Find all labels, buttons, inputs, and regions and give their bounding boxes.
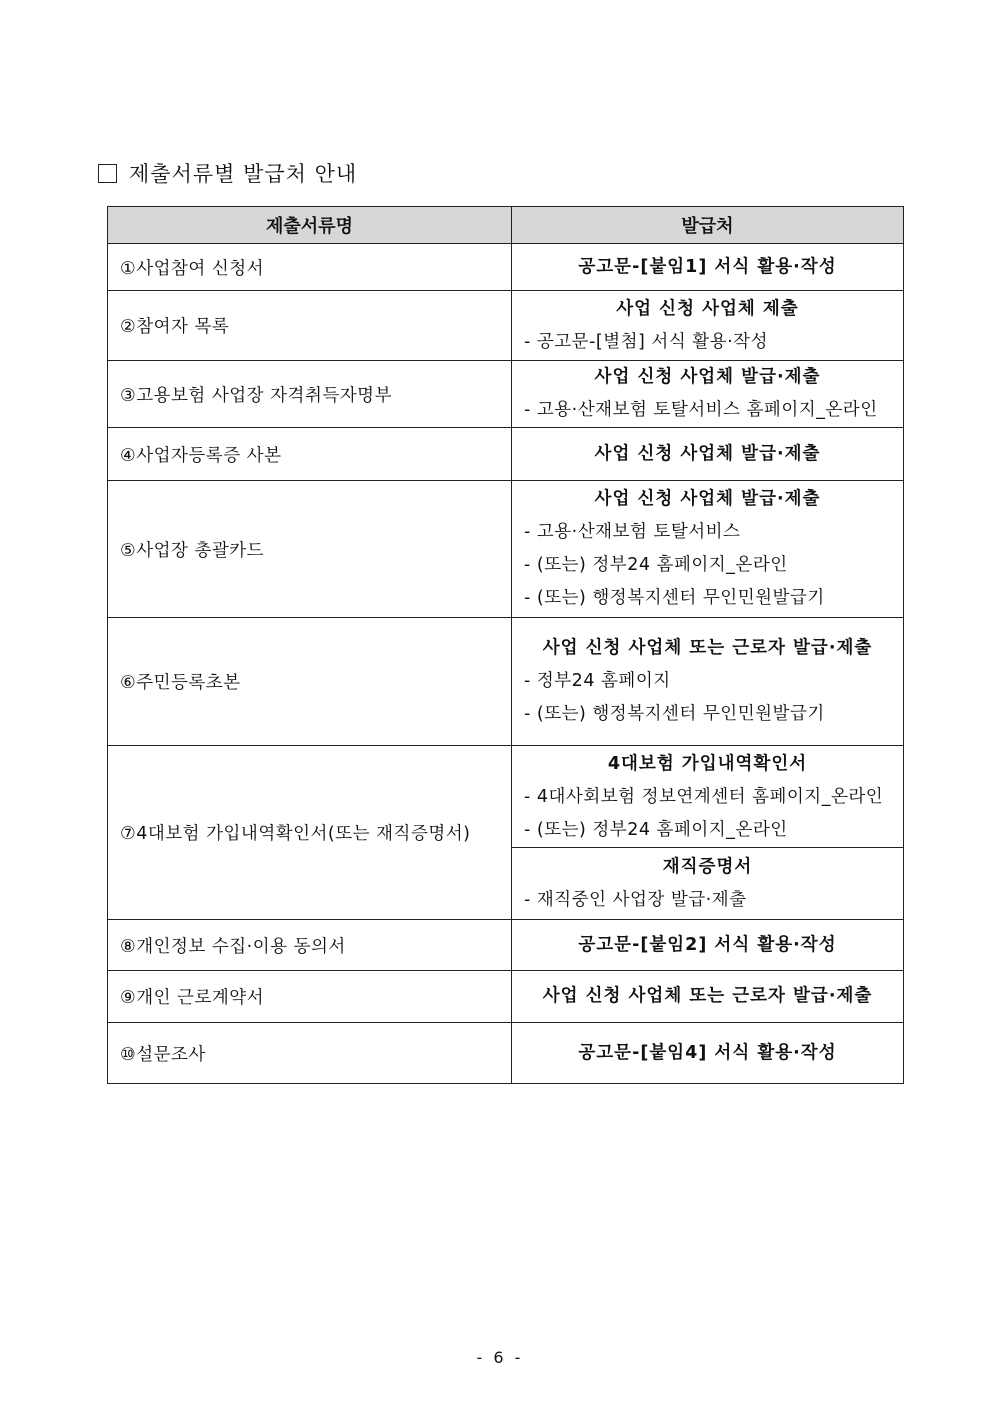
issuer-cell xyxy=(512,618,904,746)
issuer-title: 4대보험 가입내역확인서 xyxy=(607,754,808,774)
issuer-detail: - 4대사회보험 정보연계센터 홈페이지_온라인 xyxy=(524,787,884,807)
table-row xyxy=(108,244,904,291)
page-number: - 6 - xyxy=(476,1348,524,1367)
issuer-detail: - 고용·산재보험 토탈서비스 홈페이지_온라인 xyxy=(524,400,878,420)
issuer-block xyxy=(512,980,903,1013)
table-header-row xyxy=(108,207,904,244)
issuer-block xyxy=(512,483,903,615)
issuer-title: 사업 신청 사업체 발급·제출 xyxy=(594,443,821,464)
document-name-cell: ⑨개인 근로계약서 xyxy=(108,971,512,1023)
document-name-cell: ⑤사업장 총괄카드 xyxy=(108,481,512,618)
issuer-detail: - 정부24 홈페이지 xyxy=(524,671,671,691)
document-name-cell: ④사업자등록증 사본 xyxy=(108,428,512,481)
document-name-cell: ⑩설문조사 xyxy=(108,1023,512,1084)
section-heading xyxy=(98,158,357,188)
table-row xyxy=(108,971,904,1023)
issuer-cell xyxy=(512,920,904,971)
issuer-detail: - 공고문-[별첨] 서식 활용·작성 xyxy=(524,331,768,352)
table-row xyxy=(108,920,904,971)
table-row xyxy=(108,481,904,618)
document-name-cell: ①사업참여 신청서 xyxy=(108,244,512,291)
table-row xyxy=(108,746,904,920)
document-name-cell: ⑦4대보험 가입내역확인서(또는 재직증명서) xyxy=(108,746,512,920)
heading-text: 제출서류별 발급처 안내 xyxy=(129,162,358,186)
issuer-title: 사업 신청 사업체 제출 xyxy=(616,298,799,319)
issuer-block xyxy=(512,847,903,917)
header-issuer: 발급처 xyxy=(512,207,904,244)
document-name-cell: ③고용보험 사업장 자격취득자명부 xyxy=(108,361,512,428)
table-row xyxy=(108,618,904,746)
issuer-detail: - 재직중인 사업장 발급·제출 xyxy=(524,890,747,910)
header-document-name: 제출서류명 xyxy=(108,207,512,244)
issuer-detail: - (또는) 정부24 홈페이지_온라인 xyxy=(524,555,788,575)
document-name-cell: ⑧개인정보 수집·이용 동의서 xyxy=(108,920,512,971)
issuer-detail: - (또는) 행정복지센터 무인민원발급기 xyxy=(524,704,825,724)
issuer-title: 사업 신청 사업체 또는 근로자 발급·제출 xyxy=(542,638,873,658)
issuer-title: 사업 신청 사업체 또는 근로자 발급·제출 xyxy=(542,986,873,1006)
document-name-cell: ②참여자 목록 xyxy=(108,291,512,361)
issuer-block xyxy=(512,929,903,962)
issuer-cell xyxy=(512,1023,904,1084)
checkbox-square-icon xyxy=(98,164,117,183)
issuer-block xyxy=(512,438,903,471)
table-row xyxy=(108,1023,904,1084)
issuer-block xyxy=(512,251,903,284)
issuer-title: 공고문-[붙임2] 서식 활용·작성 xyxy=(578,934,837,955)
issuer-title: 재직증명서 xyxy=(662,857,753,877)
issuer-title: 공고문-[붙임4] 서식 활용·작성 xyxy=(578,1042,837,1063)
issuer-cell xyxy=(512,746,904,920)
issuer-block xyxy=(512,632,903,731)
documents-table xyxy=(107,206,904,1084)
table-row xyxy=(108,361,904,428)
issuer-cell xyxy=(512,428,904,481)
issuer-detail: - (또는) 정부24 홈페이지_온라인 xyxy=(524,820,788,840)
issuer-title: 공고문-[붙임1] 서식 활용·작성 xyxy=(578,256,837,277)
issuer-cell xyxy=(512,291,904,361)
issuer-title: 사업 신청 사업체 발급·제출 xyxy=(594,367,821,387)
issuer-block xyxy=(512,293,903,359)
document-name-cell: ⑥주민등록초본 xyxy=(108,618,512,746)
issuer-detail: - 고용·산재보험 토탈서비스 xyxy=(524,522,741,542)
table-body xyxy=(108,244,904,1084)
issuer-block xyxy=(512,748,903,847)
table-row xyxy=(108,428,904,481)
issuer-cell xyxy=(512,361,904,428)
table-row xyxy=(108,291,904,361)
issuer-title: 사업 신청 사업체 발급·제출 xyxy=(594,489,821,509)
issuer-detail: - (또는) 행정복지센터 무인민원발급기 xyxy=(524,588,825,608)
issuer-cell xyxy=(512,971,904,1023)
issuer-cell xyxy=(512,244,904,291)
issuer-cell xyxy=(512,481,904,618)
issuer-block xyxy=(512,1037,903,1070)
issuer-block xyxy=(512,361,903,427)
